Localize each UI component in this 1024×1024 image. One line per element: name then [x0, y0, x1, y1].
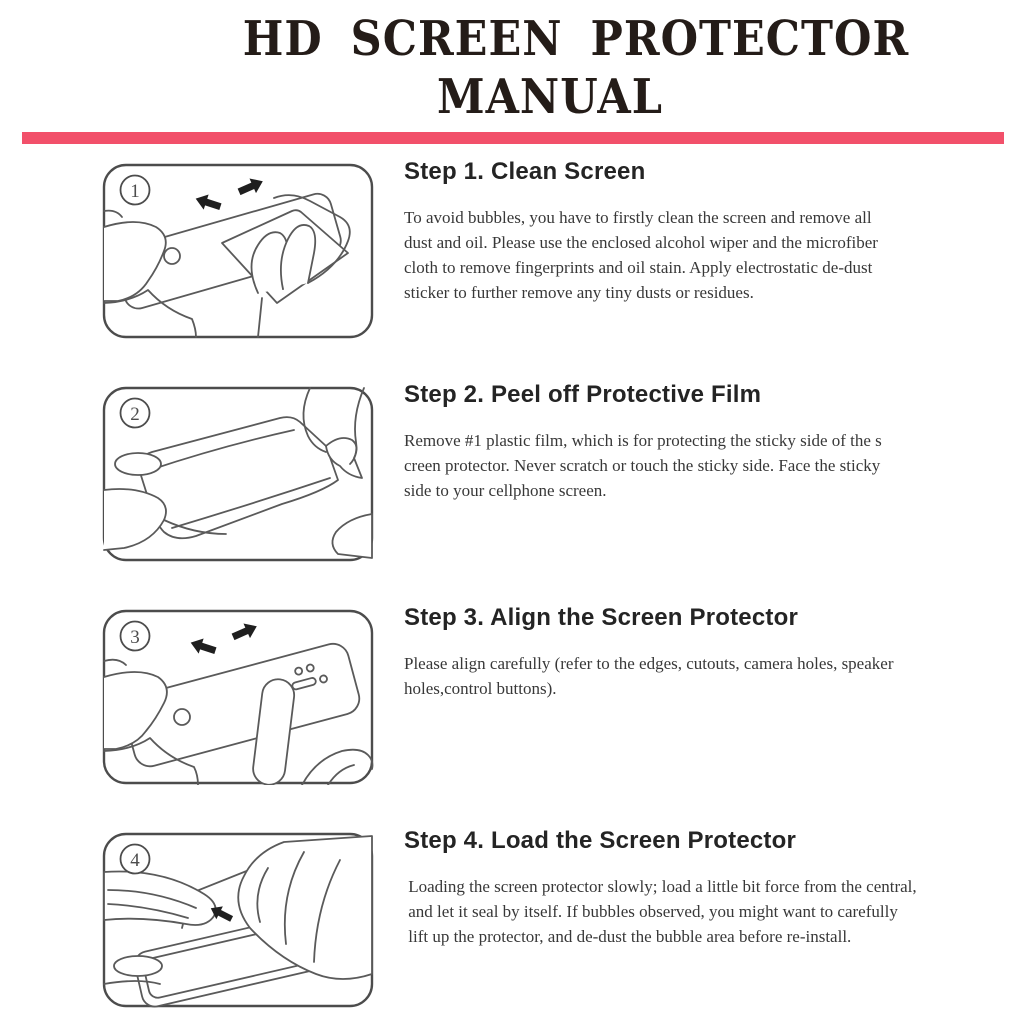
step-1-body-line: To avoid bubbles, you have to firstly clean the screen and remove all	[404, 208, 872, 227]
step-1-body-line: dust and oil. Please use the enclosed alcohol wiper and the microfiber	[404, 233, 878, 252]
step-1-text	[404, 156, 949, 305]
step-number: 1	[130, 181, 140, 202]
step-3-text	[404, 602, 949, 701]
step-3-illustration	[102, 609, 374, 785]
step-1-row	[0, 156, 1024, 339]
title-divider-bar	[22, 132, 1004, 144]
step-3-body-line: holes,control buttons).	[404, 679, 557, 698]
step-1-heading: Step 1. Clean Screen	[404, 158, 646, 185]
step-1-body-line: cloth to remove fingerprints and oil stain. Apply electrostatic de-dust	[404, 258, 873, 277]
peel-film-drawing	[102, 386, 374, 562]
step-2-body-line: side to your cellphone screen.	[404, 481, 607, 500]
step-2-body-line: Remove #1 plastic film, which is for protecting the sticky side of the s	[404, 431, 882, 450]
step-4-heading: Step 4. Load the Screen Protector	[404, 827, 797, 854]
step-3-body-line: Please align carefully (refer to the edges, cutouts, camera holes, speaker	[404, 654, 894, 673]
step-2-heading: Step 2. Peel off Protective Film	[404, 381, 762, 408]
align-protector-drawing	[102, 609, 374, 785]
step-4-body-line: lift up the protector, and de-dust the bubble area before re-install.	[404, 927, 852, 946]
page-title-line-2: MANUAL	[436, 70, 664, 125]
step-1-illustration	[102, 163, 374, 339]
step-2-row	[0, 379, 1024, 562]
step-4-illustration	[102, 832, 374, 1008]
step-2-text	[404, 379, 949, 503]
step-3-heading: Step 3. Align the Screen Protector	[404, 604, 798, 631]
step-3-row	[0, 602, 1024, 785]
instruction-steps	[0, 156, 1024, 1008]
step-number: 4	[130, 850, 140, 871]
manual-header	[0, 0, 1024, 144]
step-4-text	[404, 825, 949, 949]
step-4-body-line: Loading the screen protector slowly; load a little bit force from the central,	[404, 877, 917, 896]
load-protector-drawing	[102, 832, 374, 1008]
step-2-illustration	[102, 386, 374, 562]
step-number: 2	[130, 404, 140, 425]
step-4-row	[0, 825, 1024, 1008]
step-4-body-line: and let it seal by itself. If bubbles observed, you might want to carefully	[404, 902, 898, 921]
step-number: 3	[130, 627, 140, 648]
thumb	[114, 956, 162, 976]
clean-screen-drawing	[102, 163, 374, 339]
step-1-body-line: sticker to further remove any tiny dusts or residues.	[404, 283, 754, 302]
page-title-line-1: HD SCREEN PROTECTOR	[242, 12, 910, 67]
thumb	[115, 453, 161, 475]
step-2-body-line: creen protector. Never scratch or touch the sticky side. Face the sticky	[404, 456, 881, 475]
